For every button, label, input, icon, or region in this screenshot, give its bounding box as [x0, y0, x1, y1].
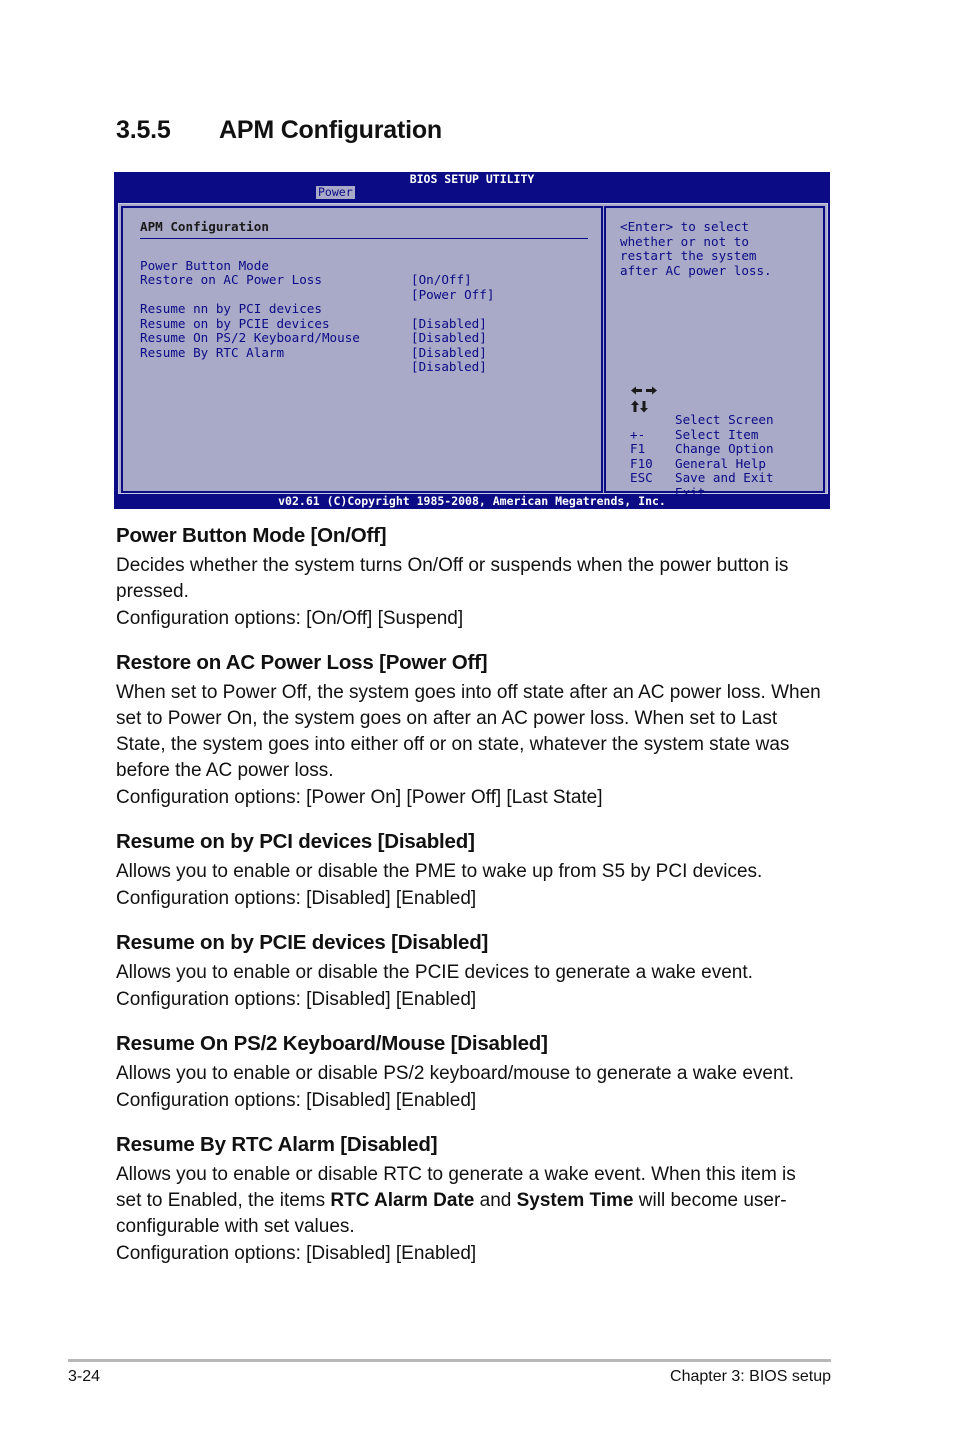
key-row-select-screen	[630, 384, 820, 427]
doc-section-resume-pcie	[116, 927, 826, 1013]
doc-options: Configuration options: [On/Off] [Suspend]	[116, 608, 464, 629]
setting-value[interactable]: [Disabled]	[411, 330, 487, 345]
doc-paragraph: Allows you to enable or disable the PCIE devices to generate a wake event.	[116, 962, 753, 983]
bios-panel	[118, 203, 828, 500]
text-run: will become user-configurable with set values.	[116, 1190, 787, 1237]
doc-heading: Resume By RTC Alarm [Disabled]	[116, 1133, 438, 1156]
doc-options: Configuration options: [Disabled] [Enabled]	[116, 989, 477, 1010]
setting-value[interactable]: [Disabled]	[411, 344, 487, 360]
page-number: 3-24	[68, 1368, 101, 1385]
doc-section-resume-rtc	[116, 1129, 826, 1267]
footer-divider	[68, 1359, 831, 1362]
bios-copyright: v02.61 (C)Copyright 1985-2008, American Megatrends, Inc.	[278, 494, 666, 508]
doc-paragraph: When set to Power Off, the system goes into off state after an AC power loss. When set to Power On, the system goes on after an AC power loss. When set to Last State, the system goes into either off or on state, whatever the system state was before the AC power loss.	[116, 682, 821, 781]
doc-heading: Resume on by PCIE devices [Disabled]	[116, 931, 489, 954]
panel-heading: APM Configuration	[140, 219, 269, 234]
doc-heading: Restore on AC Power Loss [Power Off]	[116, 651, 488, 674]
bold-term: RTC Alarm Date	[330, 1190, 475, 1211]
help-frame	[604, 206, 825, 500]
heading-divider	[140, 238, 588, 239]
doc-options: Configuration options: [Disabled] [Enabled]	[116, 1243, 477, 1264]
up-down-arrows-icon	[630, 400, 650, 413]
key-label: ESC	[630, 470, 653, 485]
doc-section-resume-pci	[116, 826, 826, 912]
document-body	[116, 520, 826, 1282]
setting-value[interactable]: [Power Off]	[411, 286, 495, 302]
left-right-arrows-icon	[630, 385, 658, 396]
settings-list	[140, 244, 600, 374]
doc-section-restore-ac	[116, 647, 826, 811]
doc-heading: Resume on by PCI devices [Disabled]	[116, 830, 475, 853]
setting-label: Resume nn by PCI devices	[140, 301, 322, 316]
setting-resume-rtc[interactable]	[140, 331, 600, 374]
setting-label: Power Button Mode	[140, 257, 269, 273]
help-text: <Enter> to select whether or not to restart the system after AC power loss.	[620, 219, 772, 278]
doc-options: Configuration options: [Power On] [Power Off] [Last State]	[116, 787, 603, 808]
key-desc: Select Screen	[675, 412, 774, 427]
setting-value[interactable]: [Disabled]	[411, 315, 487, 331]
bold-term: System Time	[516, 1190, 634, 1211]
key-desc: Select Item	[675, 426, 759, 442]
key-desc: Exit	[675, 484, 706, 500]
bios-screenshot	[114, 172, 830, 509]
setting-label: Resume On PS/2 Keyboard/Mouse	[140, 330, 360, 345]
setting-label: Resume on by PCIE devices	[140, 315, 330, 331]
tab-power[interactable]: Power	[318, 185, 353, 199]
doc-paragraph	[116, 1162, 826, 1240]
doc-section-power-button	[116, 520, 826, 632]
key-desc: Save and Exit	[675, 470, 774, 485]
doc-paragraph: Decides whether the system turns On/Off or suspends when the power button is pressed.	[116, 555, 789, 602]
doc-options: Configuration options: [Disabled] [Enabled]	[116, 1090, 477, 1111]
setting-value[interactable]: [Disabled]	[411, 359, 487, 374]
doc-paragraph: Allows you to enable or disable PS/2 keyboard/mouse to generate a wake event.	[116, 1063, 795, 1084]
bios-title: BIOS SETUP UTILITY	[409, 172, 535, 186]
setting-value[interactable]: [On/Off]	[411, 272, 472, 287]
setting-label: Resume By RTC Alarm	[140, 344, 285, 360]
doc-section-resume-ps2	[116, 1028, 826, 1114]
chapter-title: Chapter 3: BIOS setup	[670, 1368, 831, 1385]
key-label: F1	[630, 441, 646, 456]
key-desc: Change Option	[675, 441, 774, 456]
text-run: Allows you to enable or disable RTC to generate a wake event. When this item is set to Enabled, the items	[116, 1164, 796, 1211]
doc-paragraph: Allows you to enable or disable the PME to wake up from S5 by PCI devices.	[116, 861, 763, 882]
setting-label: Restore on AC Power Loss	[140, 272, 322, 287]
doc-options: Configuration options: [Disabled] [Enabled]	[116, 888, 477, 909]
section-number: 3.5.5	[116, 116, 171, 144]
doc-heading: Resume On PS/2 Keyboard/Mouse [Disabled]	[116, 1032, 548, 1055]
section-title	[116, 116, 442, 145]
text-run: and	[474, 1190, 517, 1211]
section-name: APM Configuration	[219, 116, 442, 144]
settings-frame	[121, 206, 603, 493]
key-desc: General Help	[675, 455, 766, 471]
key-label: +-	[630, 426, 646, 442]
key-legend	[630, 384, 820, 500]
key-label: F10	[630, 455, 653, 471]
doc-heading: Power Button Mode [On/Off]	[116, 524, 387, 547]
